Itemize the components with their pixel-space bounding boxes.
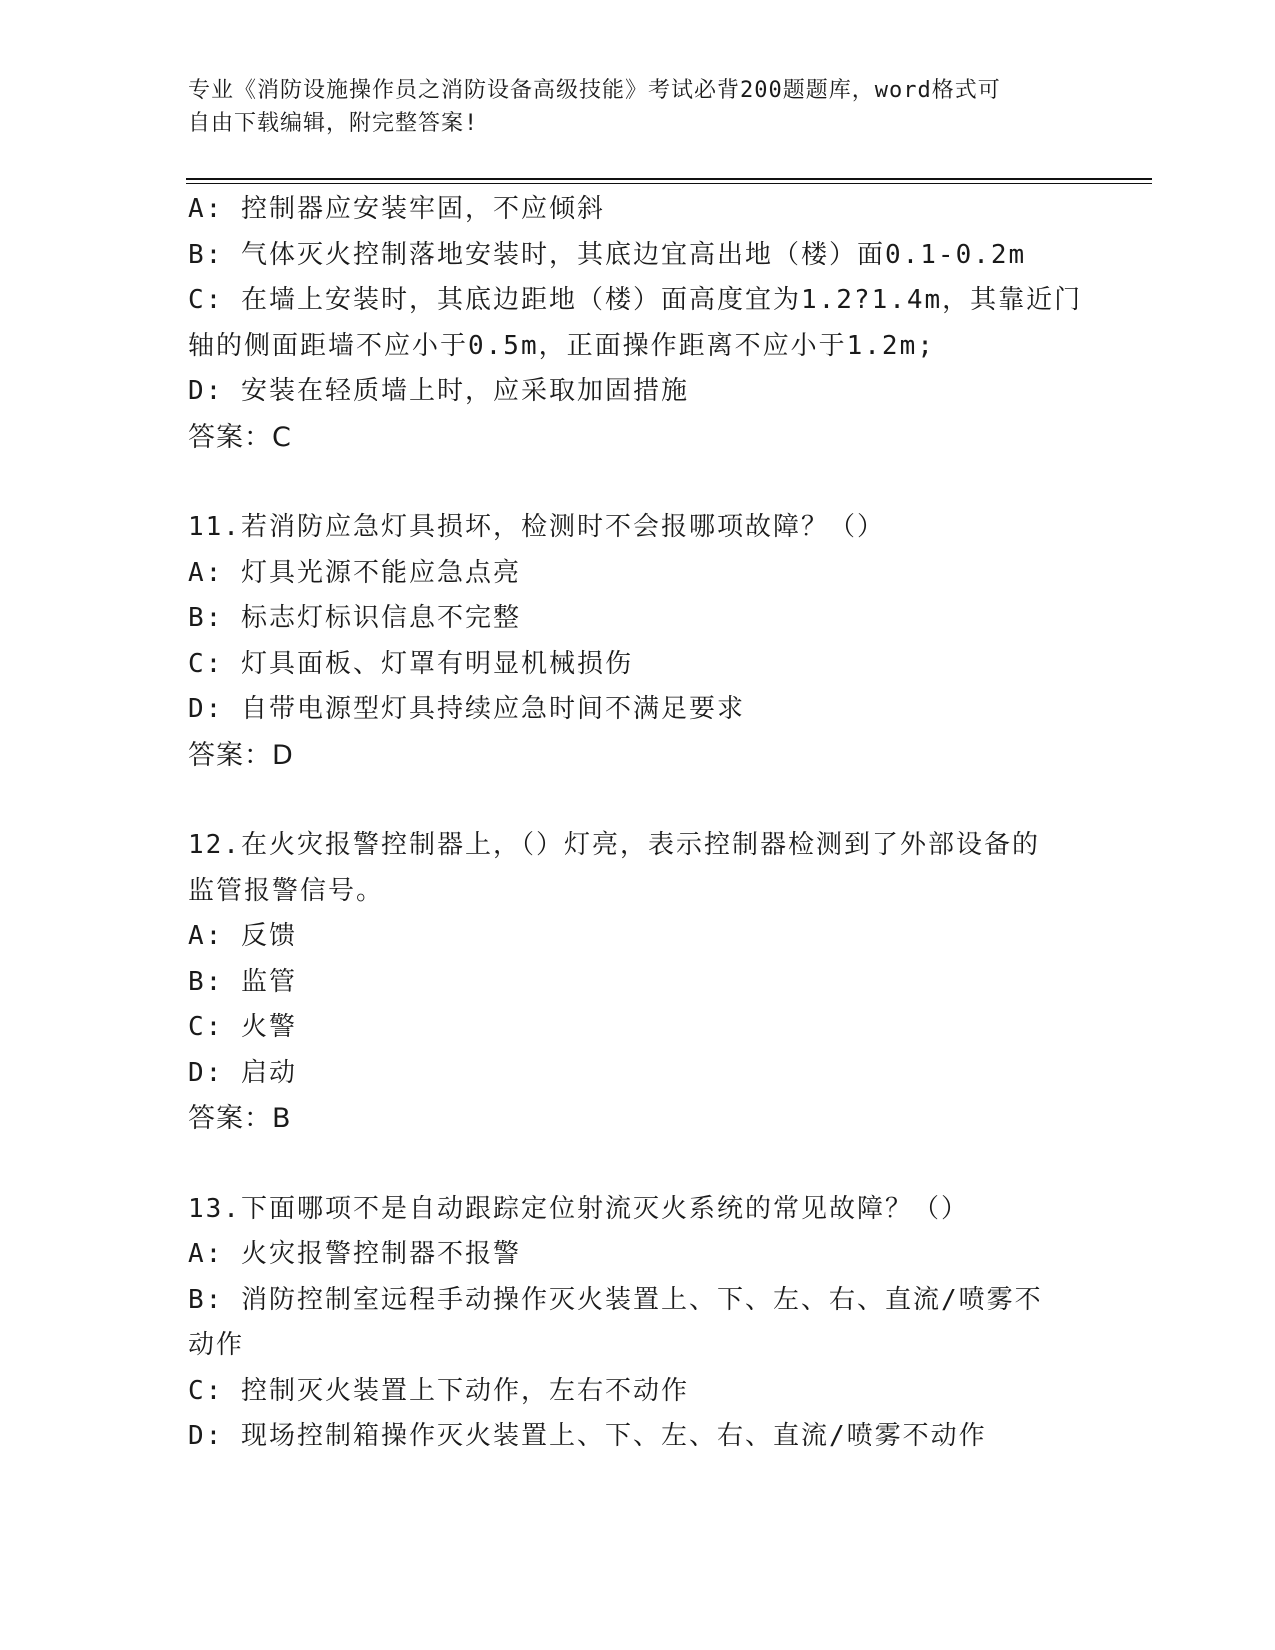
q11-option-b: B: 标志灯标识信息不完整 <box>188 603 521 633</box>
question-13 <box>188 1187 1088 1460</box>
q12-question-line-1: 12.在火灾报警控制器上，（）灯亮，表示控制器检测到了外部设备的 <box>188 830 1040 860</box>
spacer <box>188 460 1088 505</box>
q12-question-line-2: 监管报警信号。 <box>188 875 385 906</box>
q10-option-a: A: 控制器应安装牢固，不应倾斜 <box>188 194 605 224</box>
spacer <box>188 778 1088 823</box>
q11-question: 11.若消防应急灯具损坏，检测时不会报哪项故障？（） <box>188 512 885 542</box>
q12-option-c: C: 火警 <box>188 1012 297 1042</box>
page-header <box>188 74 1088 140</box>
header-line-2: 自由下载编辑，附完整答案! <box>188 111 479 136</box>
q13-option-c: C: 控制灭火装置上下动作，左右不动作 <box>188 1375 689 1406</box>
q10-option-b: B: 气体灭火控制落地安装时，其底边宜高出地（楼）面0.1-0.2m <box>188 239 1027 270</box>
header-divider-thin <box>186 183 1152 184</box>
q12-answer: 答案：B <box>188 1103 292 1134</box>
q13-option-a: A: 火灾报警控制器不报警 <box>188 1239 521 1269</box>
spacer <box>188 1142 1088 1187</box>
header-line-1: 专业《消防设施操作员之消防设备高级技能》考试必背200题题库，word格式可 <box>188 78 1001 103</box>
q11-answer: 答案：D <box>188 739 294 771</box>
question-12 <box>188 823 1088 1142</box>
q13-option-b-line-1: B: 消防控制室远程手动操作灭火装置上、下、左、右、直流/喷雾不 <box>188 1284 1043 1315</box>
q11-option-d: D: 自带电源型灯具持续应急时间不满足要求 <box>188 694 745 724</box>
q10-option-c-line-2: 轴的侧面距墙不应小于0.5m，正面操作距离不应小于1.2m; <box>188 330 935 361</box>
q11-option-c: C: 灯具面板、灯罩有明显机械损伤 <box>188 648 633 679</box>
q12-option-a: A: 反馈 <box>188 921 297 951</box>
q13-option-d: D: 现场控制箱操作灭火装置上、下、左、右、直流/喷雾不动作 <box>188 1421 987 1451</box>
header-divider <box>186 178 1152 180</box>
question-10 <box>188 187 1088 460</box>
q11-option-a: A: 灯具光源不能应急点亮 <box>188 557 521 588</box>
q10-option-c-line-1: C: 在墙上安装时，其底边距地（楼）面高度宜为1.2?1.4m，其靠近门 <box>188 285 1083 315</box>
question-list <box>188 187 1088 1460</box>
q13-question: 13.下面哪项不是自动跟踪定位射流灭火系统的常见故障？（） <box>188 1193 969 1224</box>
q12-option-b: B: 监管 <box>188 966 297 997</box>
q13-option-b-line-2: 动作 <box>188 1330 245 1360</box>
q10-option-d: D: 安装在轻质墙上时，应采取加固措施 <box>188 376 689 406</box>
q12-option-d: D: 启动 <box>188 1057 297 1088</box>
question-11 <box>188 505 1088 778</box>
q10-answer: 答案：C <box>188 421 292 453</box>
